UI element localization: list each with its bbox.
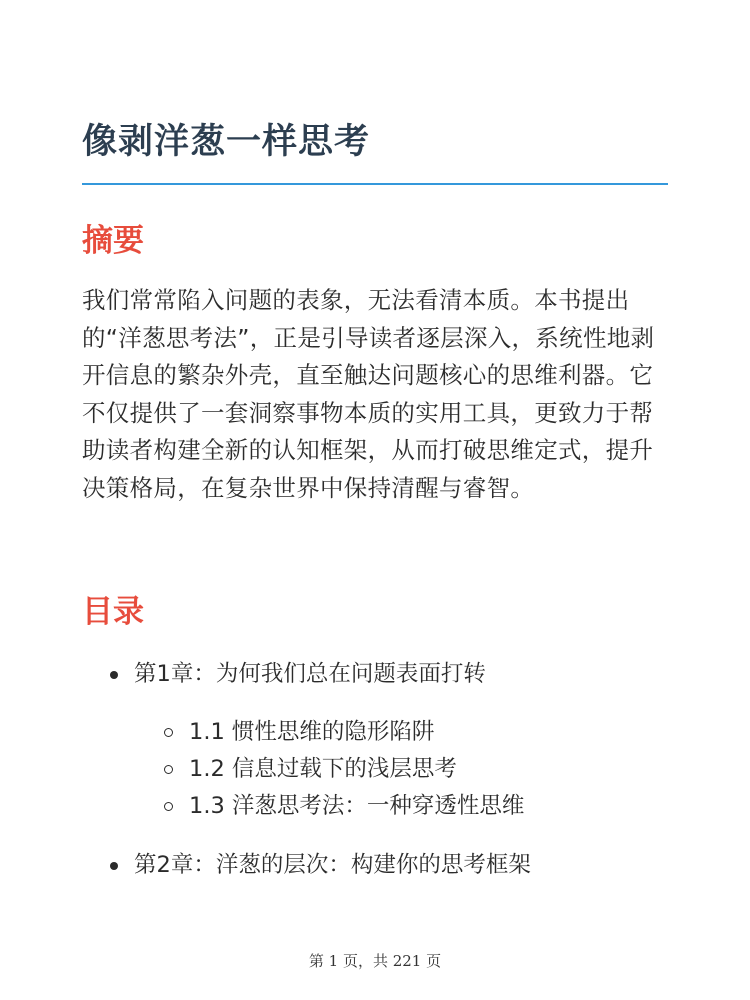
toc-chapter-1[interactable]	[82, 656, 682, 692]
bullet-icon	[110, 671, 118, 679]
title-divider	[82, 183, 668, 185]
circle-bullet-icon	[164, 765, 173, 774]
section-label: 1.1 惯性思维的隐形陷阱	[189, 719, 435, 745]
toc-section-1-3[interactable]	[82, 788, 682, 825]
chapter-1-sections	[82, 714, 682, 825]
toc-heading: 目录	[82, 594, 144, 630]
section-label: 1.3 洋葱思考法：一种穿透性思维	[189, 793, 525, 819]
page-footer: 第 1 页，共 221 页	[308, 952, 442, 970]
chapter-label: 第1章：为何我们总在问题表面打转	[134, 661, 486, 687]
page-title: 像剥洋葱一样思考	[82, 122, 371, 162]
circle-bullet-icon	[164, 802, 173, 811]
section-label: 1.2 信息过载下的浅层思考	[189, 756, 457, 782]
toc-chapter-2[interactable]	[82, 847, 682, 883]
toc-section-1-1[interactable]	[82, 714, 682, 751]
bullet-icon	[110, 862, 118, 870]
abstract-heading: 摘要	[82, 223, 144, 259]
toc-section-1-2[interactable]	[82, 751, 682, 788]
abstract-paragraph: 我们常常陷入问题的表象，无法看清本质。本书提出的“洋葱思考法”，正是引导读者逐层深入，系统性地剥开信息的繁杂外壳，直至触达问题核心的思维利器。它不仅提供了一套洞察事物本质的实用工具，更致力于帮助读者构建全新的认知框架，从而打破思维定式，提升决策格局，在复杂世界中保持清醒与睿智。	[82, 286, 655, 502]
chapter-label: 第2章：洋葱的层次：构建你的思考框架	[134, 852, 531, 878]
table-of-contents	[82, 656, 682, 883]
circle-bullet-icon	[164, 728, 173, 737]
